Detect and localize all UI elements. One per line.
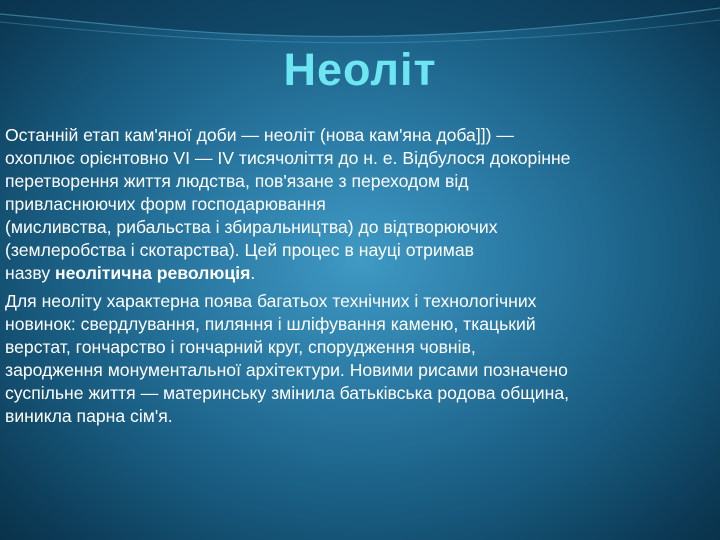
paragraph-1 xyxy=(5,124,713,285)
text-line: привласнюючих форм господарювання xyxy=(5,194,326,214)
text-line: верстат, гончарство і гончарний круг, спорудження човнів, xyxy=(5,337,476,357)
text-line: суспільне життя — материнську змінила батьківська родова община, xyxy=(5,383,570,403)
text-line: Для неоліту характерна поява багатьох технічних і технологічних xyxy=(5,291,537,311)
text-suffix: . xyxy=(250,263,256,283)
text-line: зародження монументальної архітектури. Новими рисами позначено xyxy=(5,360,568,380)
text-line: (землеробства і скотарства). Цей процес в науці отримав xyxy=(5,240,474,260)
body-text xyxy=(5,124,713,433)
text-line: виникла парна сім'я. xyxy=(5,406,173,426)
text-line: охоплює орієнтовно VI — IV тисячоліття до н. е. Відбулося докорінне xyxy=(5,148,571,168)
slide-title: Неоліт xyxy=(283,44,437,95)
paragraph-2 xyxy=(5,290,713,428)
text-line: Останній етап кам'яної доби — неоліт (нова кам'яна доба]]) — xyxy=(5,125,514,145)
text-line: новинок: свердлування, пиляння і шліфування каменю, ткацький xyxy=(5,314,536,334)
text-prefix: назву xyxy=(5,263,56,283)
text-line: перетворення життя людства, пов'язане з переходом від xyxy=(5,171,469,191)
text-line-last xyxy=(5,262,713,285)
bold-term: неолітична революція xyxy=(55,263,251,283)
text-line: (мисливства, рибальства і збиральництва) до відтворюючих xyxy=(5,217,498,237)
